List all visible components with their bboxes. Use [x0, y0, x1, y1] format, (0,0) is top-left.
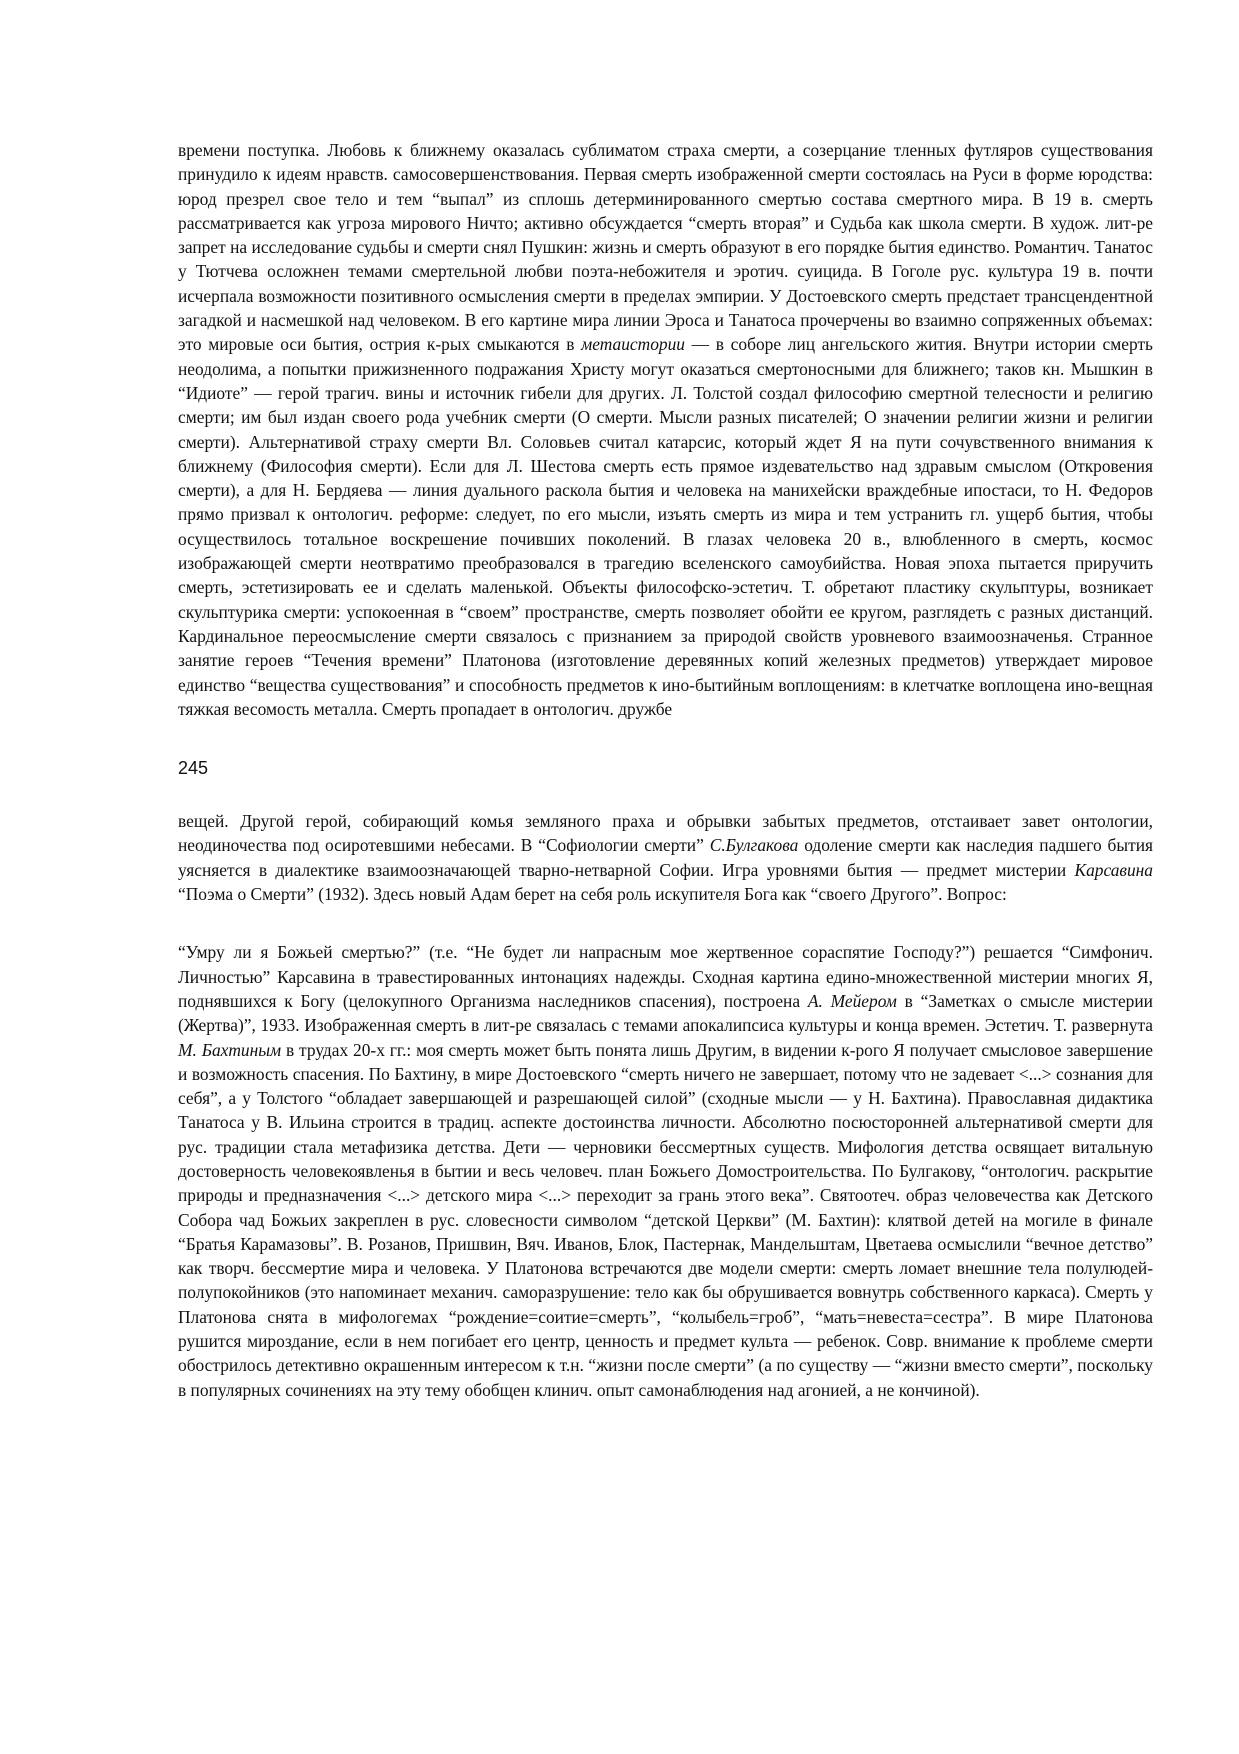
paragraph-2: [178, 809, 1153, 906]
text-run: времени поступка. Любовь к ближнему оказалась сублиматом страха смерти, а созерцание тленных футляров существования принудило к идеям нравств. самосовершенствования. Первая смерть изображенной смерти состоялась на Руси в форме юродства: юрод презрел свое тело и тем “выпал” из сплошь детерминированного смертью состава смертного мира. В 19 в. смерть рассматривается как угроза мирового Ничто; активно обсуждается “смерть вторая” и Судьба как школа смерти. В худож. лит-ре запрет на исследование судьбы и смерти снял Пушкин: жизнь и смерть образуют в его порядке бытия единство. Романтич. Танатос у Тютчева осложнен темами смертельной любви поэта-небожителя и эротич. суицида. В Гоголе рус. культура 19 в. почти исчерпала возможности позитивного осмысления смерти в пределах эмпирии. У Достоевского смерть предстает трансцендентной загадкой и насмешкой над человеком. В его картине мира линии Эроса и Танатоса прочерчены во взаимно сопряженных объемах: это мировые оси бытия, острия к-рых смыкаются в: [178, 140, 1153, 355]
italic-term: метаистории: [581, 334, 685, 355]
paragraph-gap: [178, 906, 1153, 940]
page-number: 245: [178, 758, 209, 779]
italic-name: Карсавина: [1074, 859, 1153, 880]
text-run: “Умру ли я Божьей смертью?” (т.е. “Не будет ли напрасным мое жертвенное сораспятие Господу?”) решается “Симфонич. Личностью” Карсавина в травестированных интонациях надежды. Сходная картина едино-множественной мистерии многих Я, поднявшихся к Богу (целокупного Организма наследников спасения), построена: [178, 942, 1153, 1011]
italic-name: С.Булгакова: [709, 835, 799, 856]
italic-name: А. Мейером: [807, 990, 897, 1011]
paragraph-3: [178, 940, 1153, 1402]
text-run: в “Заметках о смысле мистерии (Жертва)”, 1933. Изображенная смерть в лит-ре связалась с темами апокалипсиса культуры и конца времен. Эстетич. Т. развернута: [178, 990, 1153, 1036]
text-run: одоление смерти как наследия падшего бытия уясняется в диалектике взаимоозначающей тварно-нетварной Софии. Игра уровнями бытия — предмет мистерии: [178, 835, 1153, 880]
document-page: [178, 138, 1153, 1402]
text-run: вещей. Другой герой, собирающий комья земляного праха и обрывки забытых предметов, отстаивает завет онтологии, неодиночества под осиротевшими небесами. В “Софиологии смерти”: [178, 811, 1153, 856]
italic-name: М. Бахтиным: [178, 1039, 282, 1060]
text-run: “Поэма о Смерти” (1932). Здесь новый Адам берет на себя роль искупителя Бога как “своего Другого”. Вопрос:: [178, 884, 1007, 905]
paragraph-1: [178, 138, 1153, 721]
text-run: — в соборе лиц ангельского жития. Внутри истории смерть неодолима, а попытки прижизненного подражания Христу могут оказаться смертоносными для ближнего; таков кн. Мышкин в “Идиоте” — герой трагич. вины и источник гибели для других. Л. Толстой создал философию смертной телесности и религию смерти; им был издан своего рода учебник смерти (О смерти. Мысли разных писателей; О значении религии жизни и религии смерти). Альтернативой страху смерти Вл. Соловьев считал катарсис, который ждет Я на пути сочувственного внимания к ближнему (Философия смерти). Если для Л. Шестова смерть есть прямое издевательство над здравым смыслом (Откровения смерти), а для Н. Бердяева — линия дуального раскола бытия и человека на манихейски враждебные ипостаси, то Н. Федоров прямо призвал к онтологич. реформе: следует, по его мысли, изъять смерть из мира и тем устранить гл. ущерб бытия, чтобы осуществилось тотальное воскрешение почивших поколений. В глазах человека 20 в., влюбленного в смерть, космос изображающей смерти неотвратимо преобразовался в трагедию вселенского самоубийства. Новая эпоха пытается приручить смерть, эстетизировать ее и сделать маленькой. Объекты философско-эстетич. Т. обретают пластику скульптуры, возникает скульптурика смерти: успокоенная в “своем” пространстве, смерть позволяет обойти ее кругом, разглядеть с разных дистанций. Кардинальное переосмысление смерти связалось с признанием за природой свойств уровневого взаимоозначенья. Странное занятие героев “Течения времени” Платонова (изготовление деревянных копий железных предметов) утверждает мировое единство “вещества существования” и способность предметов к ино-бытийным воплощениям: в клетчатке воплощена ино-вещная тяжкая весомость металла. Смерть пропадает в онтологич. дружбе: [178, 334, 1153, 719]
text-run: в трудах 20-х гг.: моя смерть может быть понята лишь Другим, в видении к-рого Я получает смысловое завершение и возможность спасения. По Бахтину, в мире Достоевского “смерть ничего не завершает, потому что не задевает <...> сознания для себя”, а у Толстого “обладает завершающей и разрешающей силой” (сходные мысли — у Н. Бахтина). Православная дидактика Танатоса у В. Ильина строится в традиц. аспекте достоинства личности. Абсолютно посюсторонней альтернативой смерти для рус. традиции стала метафизика детства. Дети — черновики бессмертных существ. Мифология детства освящает витальную достоверность человекоявленья в бытии и весь человеч. план Божьего Домостроительства. По Булгакову, “онтологич. раскрытие природы и предназначения <...> детского мира <...> переходит за грань этого века”. Святоотеч. образ человечества как Детского Собора чад Божьих закреплен в рус. словесности символом “детской Церкви” (М. Бахтин): клятвой детей на могиле в финале “Братья Карамазовы”. В. Розанов, Пришвин, Вяч. Иванов, Блок, Пастернак, Мандельштам, Цветаева осмыслили “вечное детство” как творч. бессмертие мира и человека. У Платонова встречаются две модели смерти: смерть ломает внешние тела полулюдей-полупокойников (это напоминает механич. саморазрушение: тело как бы обрушивается вовнутрь собственного каркаса). Смерть у Платонова снята в мифологемах “рождение=соитие=смерть”, “колыбель=гроб”, “мать=невеста=сестра”. В мире Платонова рушится мироздание, если в нем погибает его центр, ценность и предмет культа — ребенок. Совр. внимание к проблеме смерти обострилось детективно окрашенным интересом к т.н. “жизни после смерти” (а по существу — “жизни вместо смерти”, поскольку в популярных сочинениях на эту тему обобщен клинич. опыт самонаблюдения над агонией, а не кончиной).: [178, 1039, 1153, 1400]
